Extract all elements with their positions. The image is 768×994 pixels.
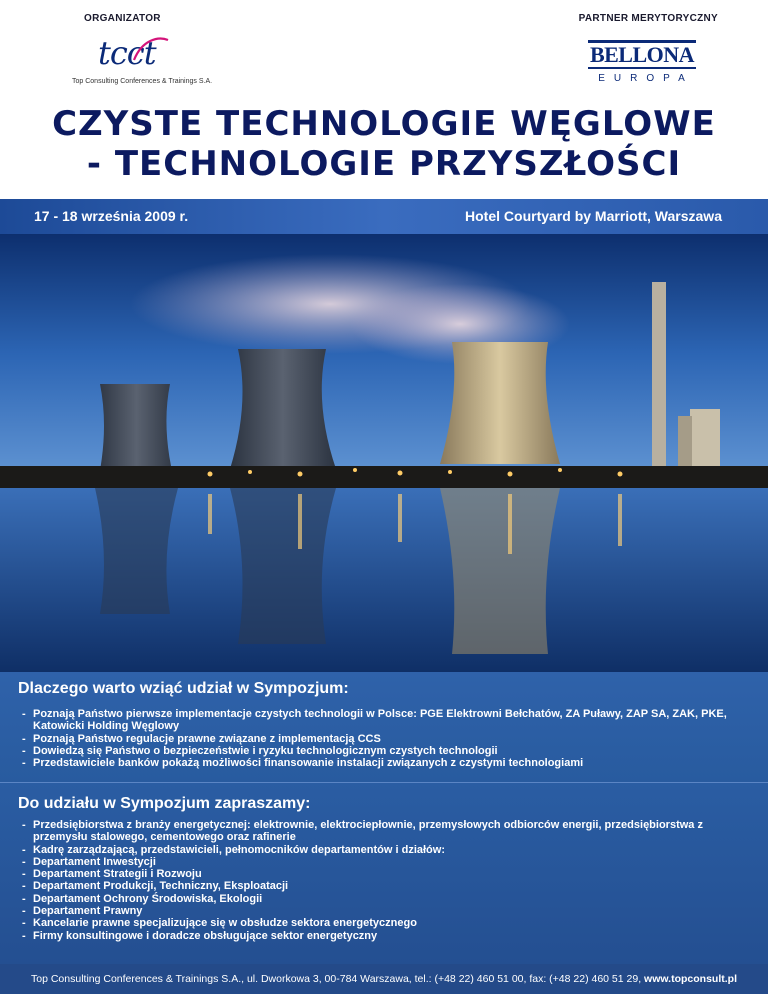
invitees-list (20, 819, 750, 942)
list-item: - Kancelarie prawne specjalizujące się w obsłudze sektora energetycznego (20, 917, 750, 929)
swoosh-icon (132, 36, 172, 66)
invitees-heading: Do udziału w Sympozjum zapraszamy: (18, 795, 311, 812)
list-item: - Poznają Państwo regulacje prawne związane z implementacją CCS (20, 733, 750, 745)
why-attend-section (0, 672, 768, 782)
list-item: - Departament Ochrony Środowiska, Ekologii (20, 893, 750, 905)
partner-logo-subtitle: EUROPA (598, 73, 694, 84)
list-item: - Dowiedzą się Państwo o bezpieczeństwie i ryzyku technologicznym czystych technologii (20, 745, 750, 757)
title-line-1: CZYSTE TECHNOLOGIE WĘGLOWE (52, 104, 716, 144)
list-item: - Kadrę zarządzającą, przedstawicieli, pełnomocników departamentów i działów: (20, 844, 750, 856)
event-date: 17 - 18 września 2009 r. (34, 208, 189, 224)
list-item: - Przedstawiciele banków pokażą możliwości finansowanie instalacji związanych z czystymi technologiami (20, 757, 750, 769)
list-item: - Poznają Państwo pierwsze implementacje czystych technologii w Polsce: PGE Elektrowni Bełchatów, ZA Puławy, ZAP SA, ZAK, PKE, Katowicki Holding Węglowy (20, 708, 750, 733)
footer-website-link[interactable]: www.topconsult.pl (644, 973, 737, 985)
partner-logo[interactable] (588, 40, 696, 86)
list-item: - Firmy konsultingowe i doradcze obsługujące sektor energetyczny (20, 930, 750, 942)
event-info-band (0, 199, 768, 234)
list-item: - Departament Prawny (20, 905, 750, 917)
partner-label: PARTNER MERYTORYCZNY (578, 13, 718, 24)
organizer-logo-text: tcct (98, 34, 156, 72)
title-line-2: - TECHNOLOGIE PRZYSZŁOŚCI (86, 144, 682, 184)
organizer-label: ORGANIZATOR (84, 13, 161, 24)
header (0, 0, 768, 200)
invitees-section (0, 782, 768, 965)
organizer-logo[interactable] (72, 34, 212, 90)
footer (0, 964, 768, 994)
why-attend-list (20, 708, 750, 769)
list-item: - Departament Produkcji, Techniczny, Eksploatacji (20, 880, 750, 892)
organizer-logo-subtitle: Top Consulting Conferences & Trainings S.A. (72, 78, 213, 85)
list-item: - Departament Strategii i Rozwoju (20, 868, 750, 880)
event-venue: Hotel Courtyard by Marriott, Warszawa (465, 208, 722, 224)
list-item: - Przedsiębiorstwa z branży energetycznej: elektrownie, elektrociepłownie, przemysłowych odbiorców energii, przedsiębiorstwa z przemysłu stalowego, cementowego oraz rafinerie (20, 819, 750, 844)
why-attend-heading: Dlaczego warto wziąć udział w Sympozjum: (18, 680, 349, 697)
power-plant-photo (0, 234, 768, 672)
partner-logo-text: BELLONA (589, 42, 695, 67)
page-title (0, 104, 768, 184)
footer-contact: Top Consulting Conferences & Trainings S.A., ul. Dworkowa 3, 00-784 Warszawa, tel.: (+48 22) 460 51 00, fax: (+48 22) 460 51 29, (31, 973, 645, 985)
list-item: - Departament Inwestycji (20, 856, 750, 868)
